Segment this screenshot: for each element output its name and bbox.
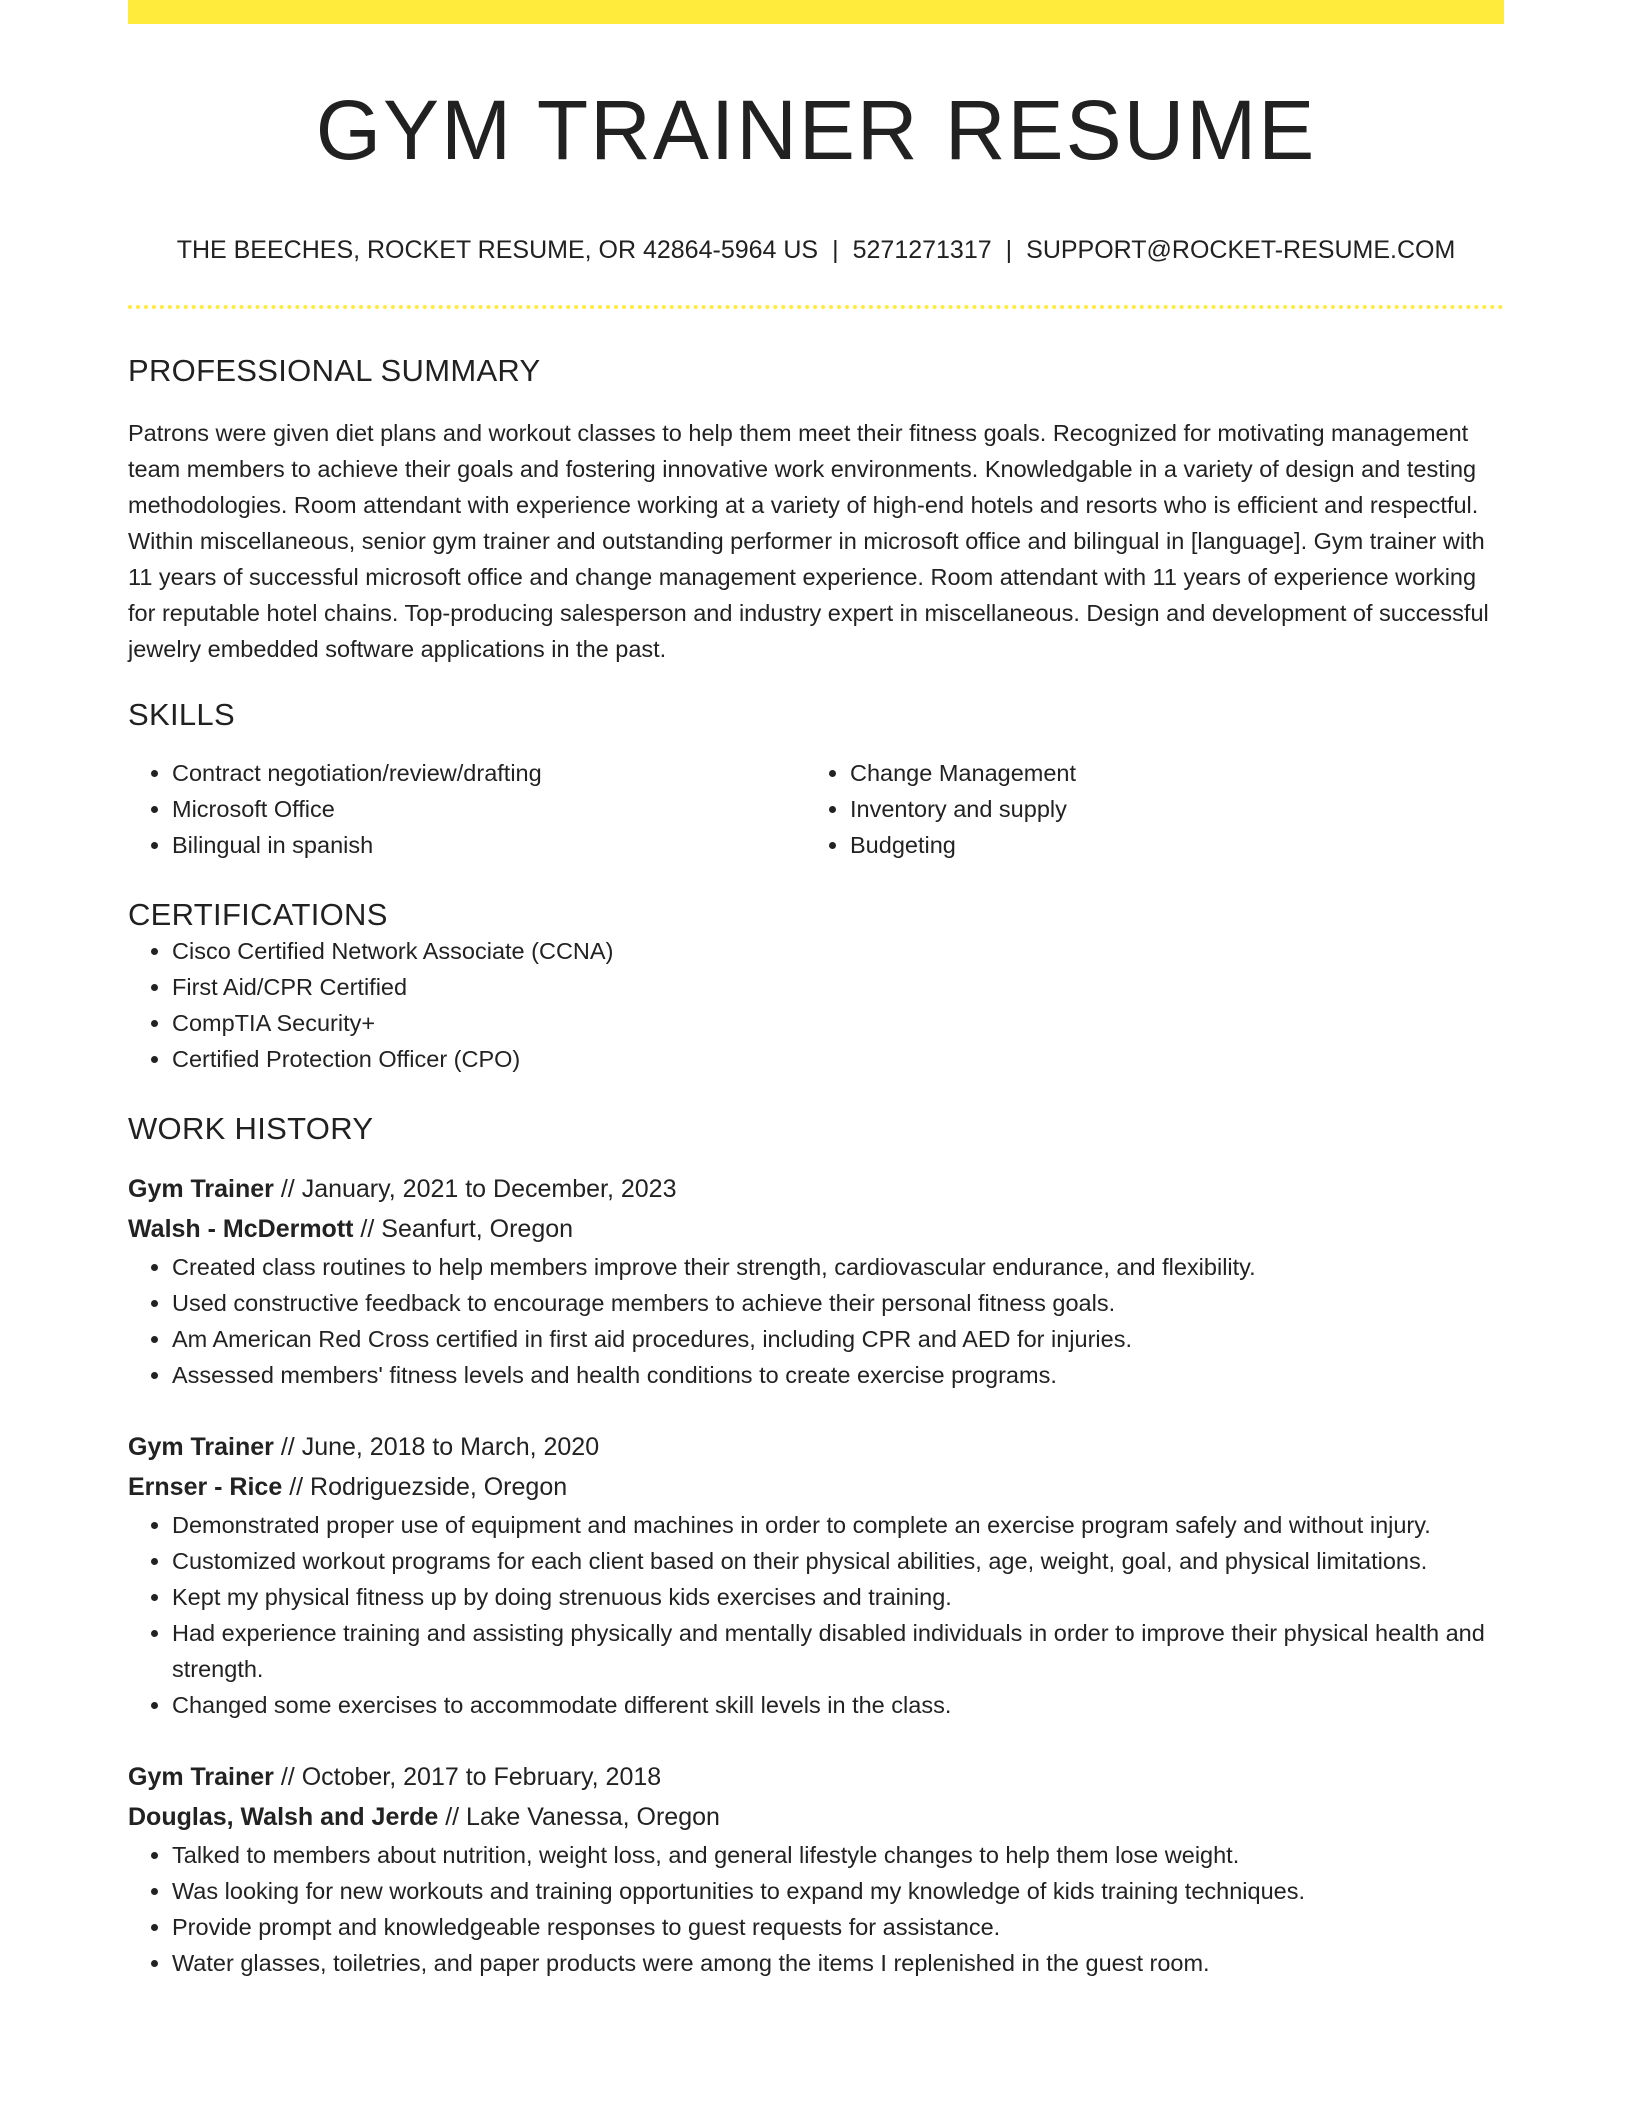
- contact-phone: 5271271317: [852, 236, 992, 265]
- job-bullet: • Am American Red Cross certified in first aid procedures, including CPR and AED for injuries.: [172, 1321, 1504, 1357]
- contact-email: SUPPORT@ROCKET-RESUME.COM: [1026, 236, 1456, 265]
- skills-column-left: [128, 755, 806, 863]
- skill-item: • Budgeting: [850, 827, 1484, 863]
- job-bullet: • Customized workout programs for each client based on their physical abilities, age, weight, goal, and physical limitations.: [172, 1543, 1504, 1579]
- job-title: Gym Trainer: [128, 1175, 274, 1204]
- job-bullet: • Kept my physical fitness up by doing strenuous kids exercises and training.: [172, 1579, 1504, 1615]
- resume-page: [128, 0, 1504, 1981]
- job-title-line: [128, 1427, 1504, 1467]
- job-entry: [128, 1427, 1504, 1723]
- job-company: Walsh - McDermott: [128, 1215, 354, 1244]
- resume-title: GYM TRAINER RESUME: [315, 83, 1317, 177]
- job-bullet: • Was looking for new workouts and training opportunities to expand my knowledge of kids training techniques.: [172, 1873, 1504, 1909]
- job-company-line: [128, 1467, 1504, 1507]
- certifications-heading: CERTIFICATIONS: [128, 897, 388, 933]
- job-company: Ernser - Rice: [128, 1473, 283, 1502]
- job-company-line: [128, 1209, 1504, 1249]
- certification-item: • Certified Protection Officer (CPO): [172, 1041, 1504, 1077]
- job-dates: // October, 2017 to February, 2018: [273, 1763, 662, 1792]
- skills-grid: [128, 755, 1504, 863]
- contact-address: THE BEECHES, ROCKET RESUME, OR 42864-5964 US: [176, 236, 819, 265]
- job-bullet: • Water glasses, toiletries, and paper products were among the items I replenished in the guest room.: [172, 1945, 1504, 1981]
- skills-heading: SKILLS: [128, 697, 235, 733]
- job-dates: // June, 2018 to March, 2020: [273, 1433, 600, 1462]
- job-location: // Lake Vanessa, Oregon: [438, 1803, 720, 1832]
- contact-separator: |: [1005, 236, 1013, 265]
- job-bullet: • Assessed members' fitness levels and health conditions to create exercise programs.: [172, 1357, 1504, 1393]
- work-history-heading: WORK HISTORY: [128, 1111, 374, 1147]
- skill-item: • Microsoft Office: [172, 791, 806, 827]
- job-bullet: • Changed some exercises to accommodate different skill levels in the class.: [172, 1687, 1504, 1723]
- summary-text: Patrons were given diet plans and workout classes to help them meet their fitness goals. Recognized for motivating management team members to achieve their goals and fostering innovative work environments. Knowledgable in a variety of design and testing methodologies. Room attendant with experience working at a variety of high-end hotels and resorts who is efficient and respectful. Within miscellaneous, senior gym trainer and outstanding performer in microsoft office and bilingual in [language]. Gym trainer with 11 years of successful microsoft office and change management experience. Room attendant with 11 years of experience working for reputable hotel chains. Top-producing salesperson and industry expert in miscellaneous. Design and development of successful jewelry embedded software applications in the past.: [128, 420, 1489, 663]
- job-bullet-list: [128, 1837, 1504, 1981]
- skill-item: • Contract negotiation/review/drafting: [172, 755, 806, 791]
- contact-line: [128, 236, 1504, 265]
- job-location: // Rodriguezside, Oregon: [282, 1473, 568, 1502]
- top-accent-bar: [128, 0, 1504, 24]
- certification-item: • Cisco Certified Network Associate (CCNA): [172, 933, 1504, 969]
- job-title: Gym Trainer: [128, 1433, 274, 1462]
- job-bullet: • Created class routines to help members improve their strength, cardiovascular endurance, and flexibility.: [172, 1249, 1504, 1285]
- job-entry: [128, 1757, 1504, 1981]
- skills-column-right: [806, 755, 1484, 863]
- job-company: Douglas, Walsh and Jerde: [128, 1803, 439, 1832]
- contact-separator: |: [832, 236, 839, 265]
- job-title-line: [128, 1169, 1504, 1209]
- header-divider: [128, 305, 1504, 309]
- job-bullet-list: [128, 1507, 1504, 1723]
- job-title-line: [128, 1757, 1504, 1797]
- job-bullet: • Provide prompt and knowledgeable responses to guest requests for assistance.: [172, 1909, 1504, 1945]
- job-entry: [128, 1169, 1504, 1393]
- job-title: Gym Trainer: [128, 1763, 274, 1792]
- job-dates: // January, 2021 to December, 2023: [273, 1175, 677, 1204]
- certifications-list: [128, 933, 1504, 1077]
- job-bullet: • Used constructive feedback to encourage members to achieve their personal fitness goals.: [172, 1285, 1504, 1321]
- job-location: // Seanfurt, Oregon: [353, 1215, 574, 1244]
- job-bullet: • Talked to members about nutrition, weight loss, and general lifestyle changes to help them lose weight.: [172, 1837, 1504, 1873]
- skill-item: • Bilingual in spanish: [172, 827, 806, 863]
- summary-heading: PROFESSIONAL SUMMARY: [128, 353, 541, 389]
- job-bullet-list: [128, 1249, 1504, 1393]
- job-bullet: • Demonstrated proper use of equipment and machines in order to complete an exercise program safely and without injury.: [172, 1507, 1504, 1543]
- certification-item: • CompTIA Security+: [172, 1005, 1504, 1041]
- skill-item: • Inventory and supply: [850, 791, 1484, 827]
- job-bullet: • Had experience training and assisting physically and mentally disabled individuals in order to improve their physical health and strength.: [172, 1615, 1504, 1687]
- certification-item: • First Aid/CPR Certified: [172, 969, 1504, 1005]
- job-company-line: [128, 1797, 1504, 1837]
- skill-item: • Change Management: [850, 755, 1484, 791]
